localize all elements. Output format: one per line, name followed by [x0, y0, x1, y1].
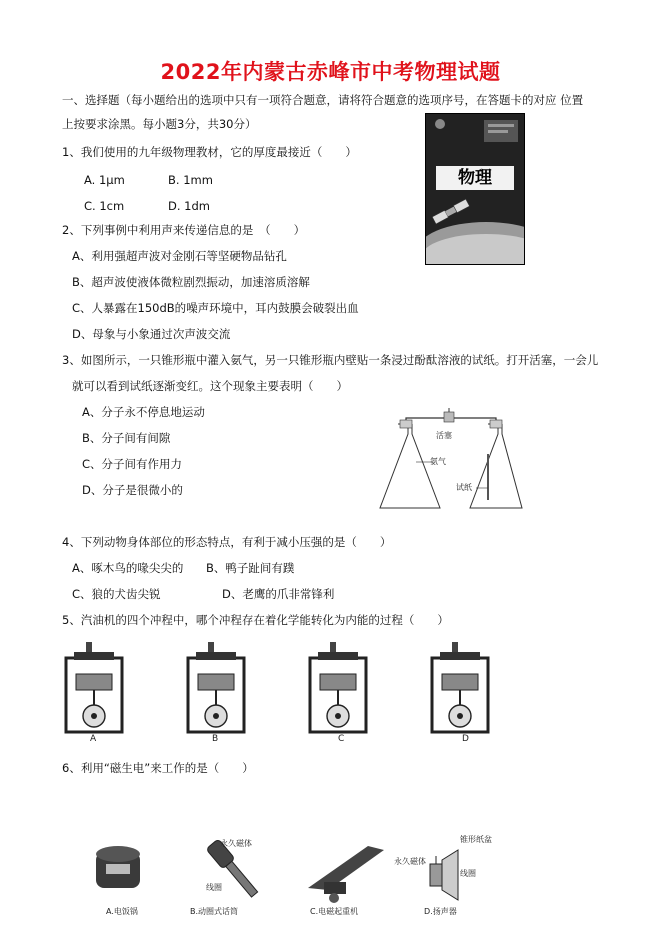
q4-option-a: A、啄木鸟的喙尖尖的	[72, 561, 184, 575]
q4-stem: 4、下列动物身体部位的形态特点，有利于减小压强的是（ ）	[62, 535, 392, 549]
q2-option-b: B、超声波使液体微粒剧烈振动，加速溶质溶解	[72, 275, 310, 289]
q4-option-c: C、狼的犬齿尖锐	[72, 587, 161, 601]
label-ammonia: 氨气	[430, 457, 446, 466]
flasks-diagram	[376, 404, 526, 516]
q1-option-d: D. 1dm	[168, 199, 210, 213]
engine-label-a: A	[90, 734, 97, 744]
caption-rice-cooker: A.电饭锅	[106, 907, 138, 916]
section-instructions-line1: 一、选择题（每小题给出的选项中只有一项符合题意，请将符合题意的选项序号，在答题卡的对应 位置	[62, 93, 584, 107]
textbook-title: 物理	[436, 166, 514, 190]
q2-option-d: D、母象与小象通过次声波交流	[72, 327, 231, 341]
speaker-label-magnet: 永久磁体	[394, 857, 426, 866]
q2-option-a: A、利用强超声波对金刚石等坚硬物品钻孔	[72, 249, 287, 263]
q3-option-c: C、分子间有作用力	[82, 457, 183, 471]
q2-option-c: C、人暴露在150dB的噪声环境中，耳内鼓膜会破裂出血	[72, 301, 359, 315]
q1-stem: 1、我们使用的九年级物理教材，它的厚度最接近（ ）	[62, 145, 357, 159]
q3-option-a: A、分子永不停息地运动	[82, 405, 205, 419]
q5-stem: 5、汽油机的四个冲程中，哪个冲程存在着化学能转化为内能的过程（ ）	[62, 613, 449, 627]
q1-option-a: A. 1μm	[84, 173, 125, 187]
engine-strokes-diagram	[60, 640, 510, 746]
caption-speaker: D.扬声器	[424, 907, 457, 916]
engine-label-d: D	[462, 734, 469, 744]
q3-option-d: D、分子是很微小的	[82, 483, 183, 497]
page-title: 2022年内蒙古赤峰市中考物理试题	[160, 60, 501, 84]
speaker-label-coil: 线圈	[460, 869, 476, 878]
q3-option-b: B、分子间有间隙	[82, 431, 171, 445]
devices-diagram	[88, 830, 500, 928]
engine-label-c: C	[338, 734, 345, 744]
caption-electromagnet-crane: C.电磁起重机	[310, 907, 359, 916]
engine-label-b: B	[212, 734, 219, 744]
q3-stem-line2: 就可以看到试纸逐渐变红。这个现象主要表明（ ）	[72, 379, 348, 393]
physics-textbook-image	[425, 113, 525, 265]
flasks-drawing	[376, 404, 526, 516]
label-valve: 活塞	[436, 431, 452, 440]
q2-stem: 2、下列事例中利用声来传递信息的是 （ ）	[62, 223, 306, 237]
q1-option-c: C. 1cm	[84, 199, 125, 213]
q3-stem-line1: 3、如图所示，一只锥形瓶中灌入氨气，另一只锥形瓶内壁贴一条浸过酚酞溶液的试纸。打开活塞，一会儿	[62, 353, 599, 367]
engine-strokes-drawing	[60, 640, 510, 746]
section-instructions-line2: 上按要求涂黑。每小题3分，共30分）	[62, 117, 257, 131]
speaker-label-cone: 锥形纸盆	[460, 835, 492, 844]
mic-label-coil: 线圈	[206, 883, 222, 892]
q4-option-d: D、老鹰的爪非常锋利	[222, 587, 335, 601]
mic-label-magnet: 永久磁体	[220, 839, 252, 848]
q4-option-b: B、鸭子趾间有蹼	[206, 561, 295, 575]
q1-option-b: B. 1mm	[168, 173, 213, 187]
caption-dynamic-mic: B.动圈式话筒	[190, 907, 239, 916]
label-test-paper: 试纸	[456, 483, 472, 492]
q6-stem: 6、利用“磁生电”来工作的是（ ）	[62, 761, 254, 775]
